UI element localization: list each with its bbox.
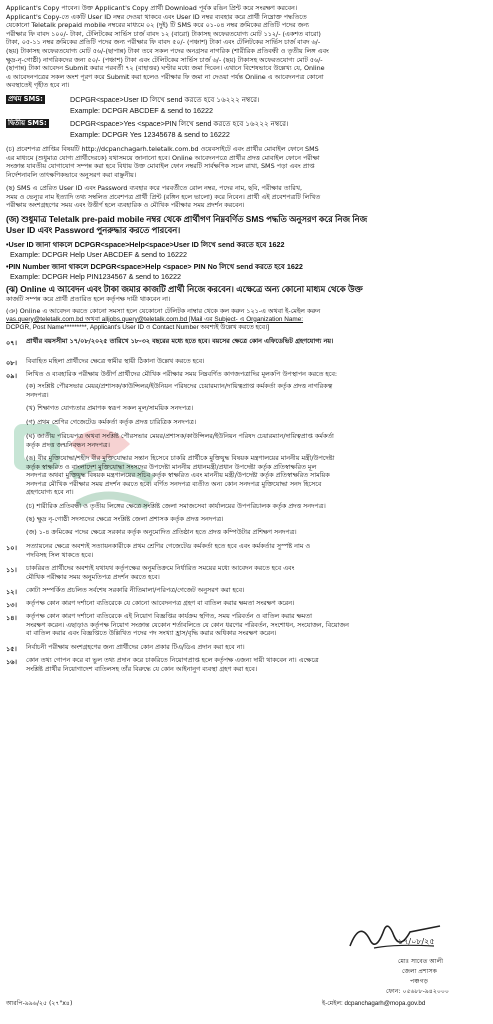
sub-item: কর্তৃক স্বাক্ষরিত ও বাংলাদেশ মুক্তিযোদ্ধা সংসদের উপদেষ্টা মাননীয় প্রধানমন্ত্রী/প্রধান উপদেষ্টা কর্তৃক প্রতিস্বাক্ষরিত মূল <box>26 462 317 471</box>
para-line: যেকোনো Teletalk prepaid mobile নম্বরের মাধ্যমে ০২ (দুই) টি SMS করে ০১-০৪ নম্বর ক্রমিকের প্রতিটি পদের জন্য <box>6 21 309 30</box>
para-line: (ঞ) Online এ আবেদন করতে কোনো সমস্যা হলে যেকোনো টেলিটক নাম্বার থেকে কল করুন ১২১-এ অথবা ই-মেইল করুন <box>6 307 321 315</box>
item-number: ১০। <box>6 544 17 552</box>
item-text: বা বাতিল করার এবং বিজ্ঞপ্তিতে উল্লিখিত পদের পদ সংখ্যা হ্রাস/বৃদ্ধি করার অধিকার সংরক্ষণ করেন। <box>26 629 277 638</box>
signature-date: ১৭/০৮/২৫ <box>398 937 435 946</box>
item-text: কর্তৃপক্ষ কোন কারণ দর্শানো ব্যতিরেকে এই নিয়োগ বিজ্ঞপ্তির কার্যক্রম স্থগিত, সময় পরিবর্তন ও বাতিল করার ক্ষমতা <box>26 612 312 620</box>
para-line: (জ) শুধুমাত্র Teletalk pre-paid mobile নম্বর থেকে প্রার্থীগণ নিম্নবর্ণিত SMS পদ্ধতি অনুসরণ করে নিজ নিজ <box>6 214 368 224</box>
second-sms-format: DCPGR<space>Yes <space>PIN লিখে send করতে হবে ১৬২২২ নম্বরে। <box>70 119 289 128</box>
item-number: ১৪। <box>6 614 17 622</box>
officer-name: মোঃ সাবেত আলী <box>398 958 444 965</box>
item-text: মৌখিক পরীক্ষার সময় অনুমতিপত্র প্রদর্শন করতে হবে। <box>26 572 160 581</box>
sub-item: (গ) প্রথম শ্রেণির গেজেটেড কর্মকর্তা কর্তৃক প্রদত্ত চারিত্রিক সনদপত্র। <box>26 418 197 426</box>
para-line: কাজটি সম্পন্ন করে প্রার্থী প্রতারিত হলে কর্তৃপক্ষ দায়ী থাকবেন না। <box>6 295 171 303</box>
footer-reference: আরপি-৯৯৬/২৫ (২৭"x৪) <box>6 1000 73 1007</box>
para-line: অবস্থাতেই গৃহীত হবে না। <box>6 81 70 90</box>
item-text: পদবিসহ সিল থাকতে হবে। <box>26 550 94 559</box>
para-line: (ঝ) Online এ আবেদন এবং টাকা জমার কাজটি প্রার্থী নিজে করবেন। এক্ষেত্রে অন্য কোনো মাধ্যম থেকে উক্ত <box>6 284 363 294</box>
officer-email[interactable]: ই-মেইল: dcpanchagarh@mopa.gov.bd <box>322 1000 426 1007</box>
sub-item: সনদপত্র অথবা মুক্তিযুদ্ধ বিষয়ক মন্ত্রণালয়ের সচিব কর্তৃক স্বাক্ষরিত এবং মাননীয় মন্ত্রী/উপদেষ্টা কর্তৃক প্রতিস্বাক্ষরিত সাময়িক <box>26 471 330 480</box>
para-line: পরীক্ষায় অংশগ্রহণের সময় এবং উত্তীর্ণ হলে ব্যবহারিক ও মৌখিক পরীক্ষার সময় প্রদর্শন করবেন। <box>6 201 245 210</box>
item-number: ১৩। <box>6 601 17 609</box>
para-line: পরীক্ষার ফি বাবদ ১০০/- টাকা, টেলিটকের সার্ভিস চার্জ বাবদ ১২ (বারো) টাকাসহ অফেরতযোগ্য মোট ১১২/- (একশত বারো) <box>6 29 321 38</box>
para-line: ক্ষুদ্র-নৃ-গোষ্ঠী) নাগরিকদের জন্য ৫০/- (পঞ্চাশ) টাকা এবং টেলিটকের সার্ভিস চার্জ ৬/- (ছয়) টাকাসহ অফেরতযোগ্য মোট ৫৬/- <box>6 55 323 64</box>
para-line: সংক্রান্ত যাবতীয় যোগাযোগ সম্পন্ন করা হবে বিধায় উক্ত মোবাইল ফোন নম্বরটি সার্বক্ষণিক সচল রাখা, SMS পড়া এবং প্রাপ্ত <box>6 162 315 171</box>
para-line: (ছাপান্ন) টাকা আবেদন Submit করার পরবর্তী ৭২ (বাহাত্তর) ঘণ্টার মধ্যে জমা দিবেন। এখানে বিশেষভাবে উল্লেখ্য যে, Online <box>6 64 325 73</box>
sub-item: (ক) সংশ্লিষ্ট পৌরসভার মেয়র/প্রশাসক/কাউন্সিলর/ইউনিয়ন পরিষদের চেয়ারম্যান/দায়িত্বপ্রাপ্ত কর্মকর্তা কর্তৃক প্রদত্ত নাগরিকত্ব <box>26 382 333 390</box>
sub-item: (জ) ১-৪ ক্রমিকের পদের ক্ষেত্রে সরকার কর্তৃক অনুমোদিত প্রতিষ্ঠান হতে প্রদত্ত কম্পিউটার প্রশিক্ষণ সনদপত্র। <box>26 528 297 536</box>
sub-item: (ঘ) জাতীয় পরিচয়পত্র অথবা সংশ্লিষ্ট পৌরসভার মেয়র/প্রশাসক/কাউন্সিলর/ইউনিয়ন পরিষদ চেয়ারম্যান/দায়িত্বপ্রাপ্ত কর্মকর্তা <box>26 432 334 440</box>
para-line: এর মাধ্যমে (শুধুমাত্র যোগ্য প্রার্থীদেরকে) যথাসময়ে জানানো হবে। Online আবেদনপত্রে প্রার্থীর প্রদত্ত মোবাইল ফোনে পরীক্ষা <box>6 153 320 162</box>
para-line: এ আবেদনপত্রের সকল অংশ পূরণ করে Submit করা হলেও পরীক্ষার ফি জমা না দেওয়া পর্যন্ত Online এ আবেদনপত্র কোনো <box>6 72 324 81</box>
para-line: (ছ) SMS এ প্রেরিত User ID এবং Password ব্যবহার করে পরবর্তীতে রোল নম্বর, পদের নাম, ছবি, পরীক্ষার তারিখ, <box>6 184 303 192</box>
para-line: সময় ও ভেন্যুর নাম ইত্যাদি তথ্য সম্বলিত প্রবেশপত্র প্রার্থী প্রিন্ট (রঙ্গিন হলে ভালো) করে নিবেন। প্রার্থী এই প্রবেশপত্রটি লিখিত <box>6 192 321 201</box>
item-text: প্রার্থীর বয়সসীমা ১৭/০৮/২০২৫ তারিখে ১৮-৩২ বছরের মধ্যে হতে হবে। বয়সের ক্ষেত্রে কোন এফিডেভিট গ্রহণযোগ্য নয়। <box>26 337 334 345</box>
item-text: বিবাহিত মহিলা প্রার্থীদের ক্ষেত্রে স্বামীর স্থায়ী ঠিকানা উল্লেখ করতে হবে। <box>26 357 205 365</box>
para-line: DCPGR, Post Name*********, Applicant's User ID ও Contact Number অবশ্যই উল্লেখ করতে হবে।] <box>6 324 270 332</box>
item-number: ০৭। <box>6 339 17 347</box>
item-number: ১৫। <box>6 645 17 653</box>
item-text: সত্যায়নের ক্ষেত্রে অবশ্যই সত্যায়নকারীকে প্রথম শ্রেণির গেজেটেড কর্মকর্তা হতে হবে এবং কর্মকর্তার সুস্পষ্ট নাম ও <box>26 542 311 550</box>
first-sms-tag: প্রথম SMS: <box>8 95 43 103</box>
item-text: চাকরিরত প্রার্থীদের অবশ্যই যথাযথ কর্তৃপক্ষের অনুমতিক্রমে নির্ধারিত সময়ের মধ্যে আবেদন করতে হবে এবং <box>26 564 295 572</box>
item-text: কোটা সম্পর্কিত প্রচলিত সর্বশেষ সরকারি নীতিমালা/পরিপত্র/গেজেট অনুসরণ করা হবে। <box>26 586 245 594</box>
para-line: Applicant's Copy-তে একটি User ID নম্বর দেওয়া থাকবে এবং User ID নম্বর ব্যবহার করে প্রার্থী নিম্নোক্ত পদ্ধতিতে <box>6 12 307 21</box>
para-line: নির্দেশনাবলি তাৎক্ষণিকভাবে অনুসরণ করা বাঞ্ছনীয়। <box>6 170 137 179</box>
second-sms-tag: দ্বিতীয় SMS: <box>8 119 47 127</box>
email-line[interactable]: vas.query@teletalk.com.bd অথবা alljobs.query@teletalk.com.bd [Mail এর Subject- এ Organization Name: <box>6 315 304 323</box>
para-line: (ছয়) টাকাসহ অফেরতযোগ্য মোট ৫৬/-(ছাপান্ন) টাকা তবে সকল পদের অনগ্রসর নাগরিক (শারীরিক প্রতিবন্ধী ও তৃতীয় লিঙ্গ এবং <box>6 46 329 55</box>
pin-help-line: •PIN Number জানা থাকলে DCPGR<space>Help <space> PIN No লিখে send করতে হবে 1622 <box>6 262 303 271</box>
item-text: সংরক্ষণ করেন। এছাড়াও কর্তৃপক্ষ নিয়োগ সংক্রান্ত যেকোন শর্তাবলিতে যে কোন ধরণের পরিবর্তন, সংশোধন, সংযোজন, বিয়োজন <box>26 620 349 629</box>
officer-phone: ফোন: ০৫৬৮৮-৯৪২০০০ <box>386 988 450 995</box>
item-number: ১১। <box>6 566 17 574</box>
user-id-help-line: •User ID জানা থাকলে DCPGR<space>Help<space>User ID লিখে send করতে হবে 1622 <box>6 240 285 249</box>
first-sms-format: DCPGR<space>User ID লিখে send করতে হবে ১৬২২২ নম্বরে। <box>70 95 260 104</box>
user-id-help-example: Example: DCPGR Help User ABCDEF & send to 16222 <box>10 250 187 259</box>
item-number: ১৬। <box>6 658 17 666</box>
sub-item: গ্রহণযোগ্য হবে না। <box>26 488 74 497</box>
second-sms-example: Example: DCPGR Yes 12345678 & send to 16222 <box>70 130 230 139</box>
sub-item: (চ) শারীরিক প্রতিবন্ধী ও তৃতীয় লিঙ্গের ক্ষেত্রে সংশ্লিষ্ট জেলা সমাজসেবা কার্যালয়ের উপপরিচালক কর্তৃক প্রদত্ত সনদপত্র। <box>26 502 326 510</box>
sub-item: (ঙ) বীর মুক্তিযোদ্ধা/শহীদ বীর মুক্তিযোদ্ধার সন্তান হিসেবে চাকরি প্রার্থীকে মুক্তিযুদ্ধ বিষয়ক মন্ত্রণালয়ের মাননীয় মন্ত্রী/উপদেষ্টা <box>26 454 335 462</box>
para-line: (চ) প্রবেশপত্র প্রাপ্তির বিষয়টি http://dcpanchagarh.teletalk.com.bd ওয়েবসাইটে এবং প্রার্থীর মোবাইল ফোনে SMS <box>6 145 319 153</box>
item-text: লিখিত ও ব্যবহারিক পরীক্ষায় উত্তীর্ণ প্রার্থীদের মৌখিক পরীক্ষার সময় নিম্নবর্ণিত কাগজপত্রাদির মূলকপি উপস্থাপন করতে হবে: <box>26 370 338 378</box>
item-text: নির্বাচনী পরীক্ষায় অংশগ্রহণের জন্য প্রার্থীদের কোন প্রকার টিএ/ডিএ প্রদান করা হবে না। <box>26 643 245 651</box>
officer-title: জেলা প্রশাসক <box>402 968 437 975</box>
sub-item: সনদপত্র মৌখিক পরীক্ষার সময় প্রদর্শন করতে হবে। বর্ণিত সনদপত্র ব্যতীত অন্য কোন সনদপত্র মুক্তিযোদ্ধা সনদ হিসেবে <box>26 479 322 488</box>
item-number: ০৮। <box>6 359 17 367</box>
sub-item: (খ) শিক্ষাগত যোগ্যতার প্রমাণক স্বরূপ সকল মূল/সাময়িক সনদপত্র। <box>26 404 194 412</box>
item-text: কর্তৃপক্ষ কোন কারণ দর্শানো ব্যতিরেকে যে কোনো আবেদনপত্র গ্রহণ বা বাতিল করার ক্ষমতা সংরক্ষণ করেন। <box>26 599 295 607</box>
sub-item: (ছ) ক্ষুদ্র নৃ-গোষ্ঠী সদস্যদের ক্ষেত্রে সংশ্লিষ্ট জেলা প্রশাসক কর্তৃক প্রদত্ত সনদপত্র। <box>26 515 224 523</box>
item-number: ১২। <box>6 588 17 596</box>
item-text: কোন তথ্য গোপন করে বা ভুল তথ্য প্রদান করে চাকরিতে নিয়োগপ্রাপ্ত হলে কর্তৃপক্ষ এজন্য দায়ী থাকবেন না। এক্ষেত্রে <box>26 656 319 664</box>
first-sms-example: Example: DCPGR ABCDEF & send to 16222 <box>70 106 214 115</box>
first-sms-row <box>6 95 487 104</box>
para-line: Applicant's Copy পাবেন। উক্ত Applicant's Copy প্রার্থী Download পূর্বক রঙিন প্রিন্ট করে সংরক্ষণ করবেন। <box>6 4 298 12</box>
sub-item: কর্তৃক প্রদত্ত জন্মনিবন্ধন সনদপত্র। <box>26 440 110 449</box>
para-line: User ID এবং Password পুনরুদ্ধার করতে পারবেন। <box>6 225 181 235</box>
pin-help-example: Example: DCPGR Help PIN1234567 & send to 16222 <box>10 272 182 281</box>
item-text: সংশ্লিষ্ট প্রার্থীর নিয়োগাদেশ বাতিলসহ তাঁর বিরুদ্ধে যে কোন আইনানুগ ব্যবস্থা গ্রহণ করা হবে। <box>26 664 258 673</box>
second-sms-row <box>6 119 487 128</box>
sub-item: সনদপত্র। <box>26 390 49 399</box>
para-line: টাকা, ০৫-১১ নম্বর ক্রমিকের প্রতিটি পদের জন্য পরীক্ষার ফি বাবদ ৫০/- (পঞ্চাশ) টাকা এবং টেলিটকের সার্ভিস চার্জ বাবদ ৬/- <box>6 38 321 47</box>
officer-district: পঞ্চগড় <box>410 978 429 985</box>
item-number: ০৯। <box>6 372 17 380</box>
